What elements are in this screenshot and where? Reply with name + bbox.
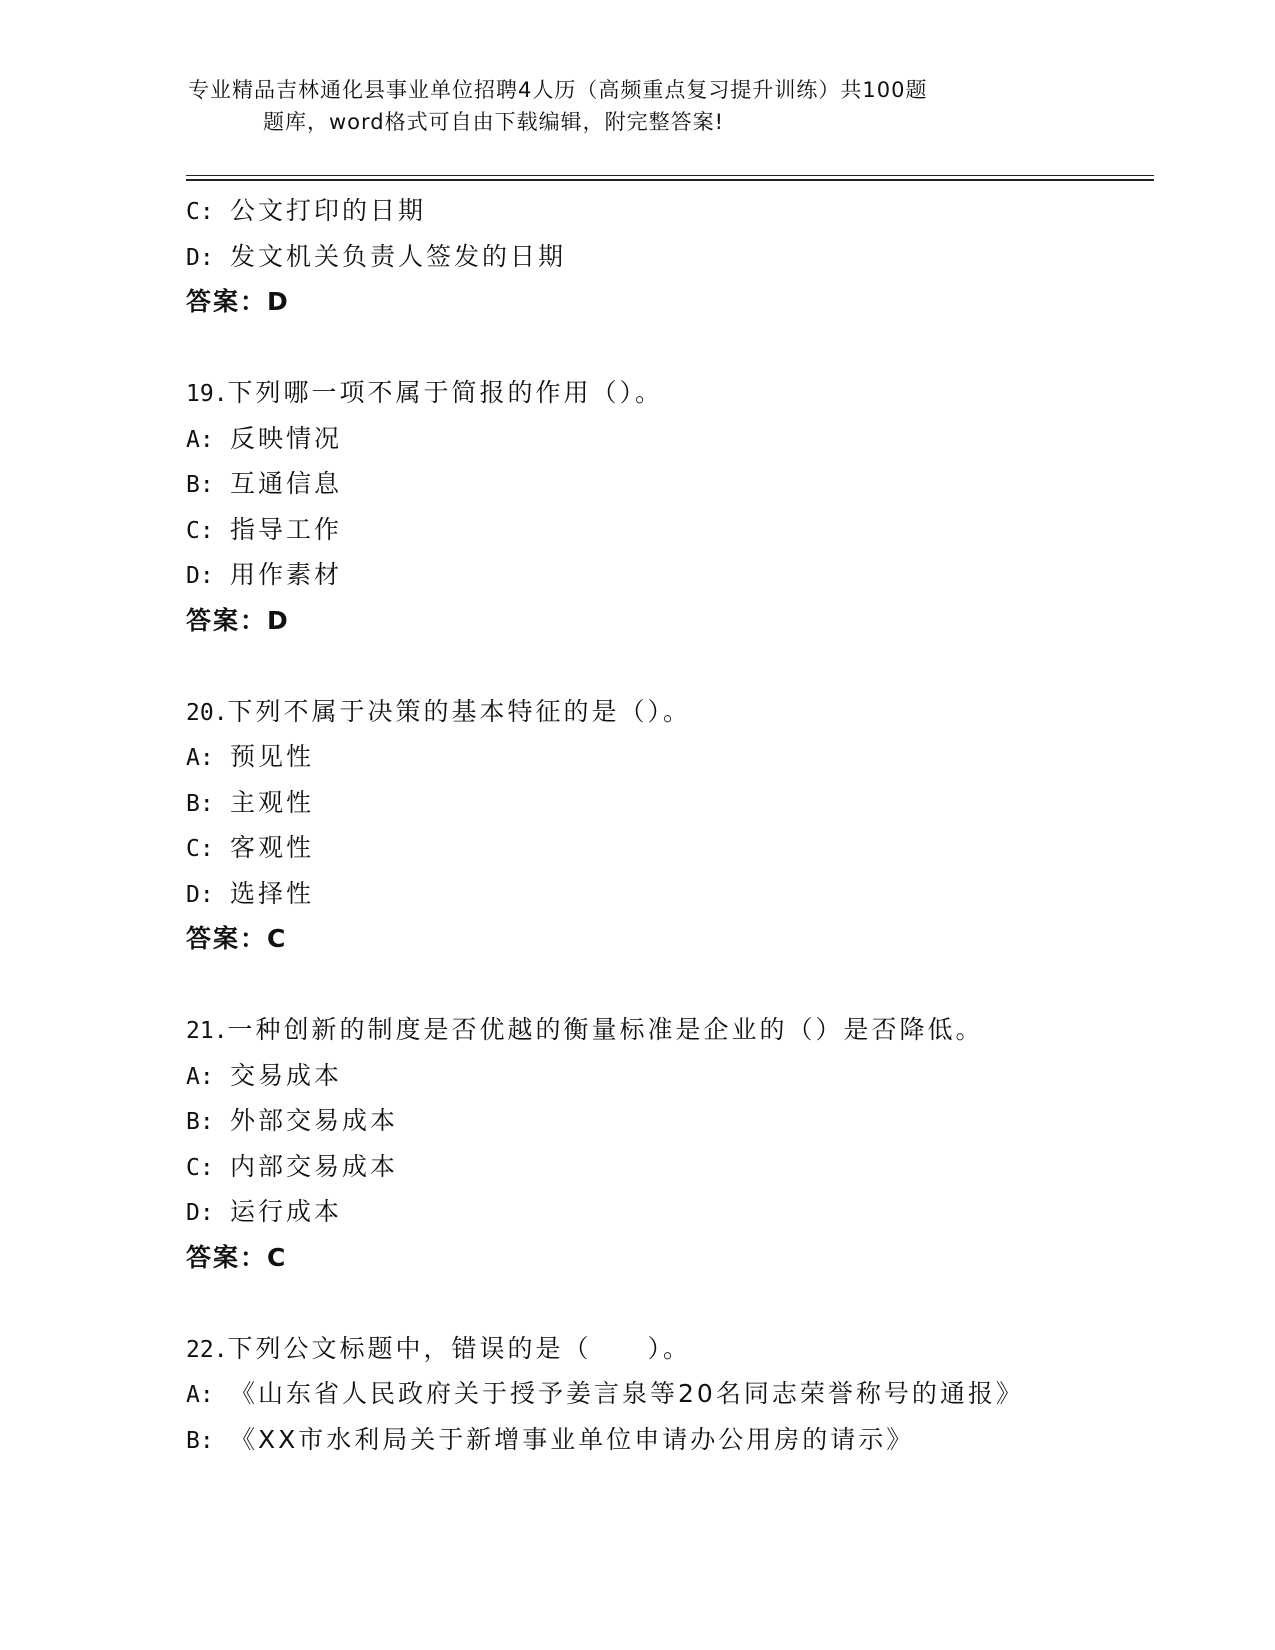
option-a	[186, 734, 1146, 780]
spacer	[186, 325, 1146, 371]
option-label: A:	[186, 426, 214, 453]
question-stem	[186, 1007, 1146, 1053]
spacer	[186, 643, 1146, 689]
answer-line: 答案：D	[186, 287, 290, 316]
option-label: A:	[186, 1063, 214, 1090]
option-label: A:	[186, 745, 214, 771]
option-label: B:	[186, 790, 214, 817]
question-stem	[186, 1326, 1146, 1372]
option-text: 交易成本	[230, 1060, 343, 1090]
option-text: 客观性	[230, 833, 315, 862]
question-number: 21.	[186, 1018, 228, 1044]
header-divider-thin	[186, 175, 1154, 176]
spacer	[186, 1280, 1146, 1326]
option-d	[186, 552, 1146, 598]
spacer	[186, 962, 1146, 1008]
answer-line: 答案：C	[186, 1242, 288, 1272]
question-block-22	[186, 1326, 1146, 1463]
header-title-line2: 题库，word格式可自由下载编辑，附完整答案!	[263, 110, 725, 134]
option-a	[186, 1371, 1146, 1417]
option-text: 内部交易成本	[230, 1151, 399, 1181]
option-label: C:	[186, 517, 214, 544]
question-text: 一种创新的制度是否优越的衡量标准是企业的（）是否降低。	[227, 1015, 984, 1044]
answer-line: 答案：D	[186, 605, 290, 635]
option-text: 《山东省人民政府关于授予姜言泉等20名同志荣誉称号的通报》	[230, 1379, 1024, 1408]
question-text: 下列公文标题中，错误的是（ ）。	[227, 1333, 692, 1363]
question-block-21	[186, 1007, 1146, 1280]
question-text: 下列哪一项不属于简报的作用（）。	[227, 378, 664, 407]
option-label: D:	[186, 881, 214, 908]
question-block-20	[186, 689, 1146, 962]
option-text: 外部交易成本	[230, 1106, 399, 1135]
option-text: 预见性	[230, 742, 315, 771]
option-d	[186, 871, 1146, 917]
option-label: C:	[186, 199, 214, 225]
option-b	[186, 1098, 1146, 1144]
option-text: 选择性	[230, 878, 315, 908]
option-label: C:	[186, 1154, 214, 1181]
header-title-line1: 专业精品吉林通化县事业单位招聘4人历（高频重点复习提升训练）共100题	[188, 78, 928, 102]
option-a	[186, 1053, 1146, 1099]
option-text: 互通信息	[230, 469, 343, 498]
question-number: 19.	[186, 381, 228, 407]
option-c	[186, 507, 1146, 553]
option-text: 公文打印的日期	[230, 196, 427, 225]
option-text: 反映情况	[230, 423, 343, 453]
prev-question-block	[186, 188, 1146, 325]
option-label: B:	[186, 1109, 214, 1135]
option-b	[186, 780, 1146, 826]
option-label: D:	[186, 1200, 214, 1226]
option-d	[186, 1189, 1146, 1235]
option-label: A:	[186, 1382, 214, 1408]
document-header	[188, 74, 1048, 138]
option-label: D:	[186, 563, 214, 589]
option-a	[186, 416, 1146, 462]
option-label: B:	[186, 472, 214, 498]
question-block-19	[186, 370, 1146, 643]
header-divider-thick	[186, 179, 1154, 181]
option-text: 指导工作	[230, 514, 343, 544]
option-c	[186, 825, 1146, 871]
option-c	[186, 188, 1146, 234]
question-stem	[186, 370, 1146, 416]
option-d	[186, 234, 1146, 280]
question-number: 22.	[186, 1336, 228, 1363]
option-text: 发文机关负责人签发的日期	[230, 241, 567, 271]
option-label: C:	[186, 836, 214, 862]
question-number: 20.	[186, 699, 228, 726]
document-body	[186, 188, 1146, 1462]
option-b	[186, 461, 1146, 507]
option-text: 《XX市水利局关于新增事业单位申请办公用房的请示》	[230, 1424, 915, 1454]
option-b	[186, 1417, 1146, 1463]
option-text: 主观性	[230, 787, 315, 817]
question-text: 下列不属于决策的基本特征的是（）。	[227, 696, 692, 726]
question-stem	[186, 689, 1146, 735]
option-text: 运行成本	[230, 1197, 343, 1226]
option-label: D:	[186, 244, 214, 271]
option-text: 用作素材	[230, 560, 343, 589]
option-label: B:	[186, 1427, 214, 1454]
option-c	[186, 1144, 1146, 1190]
answer-line: 答案：C	[186, 924, 288, 953]
